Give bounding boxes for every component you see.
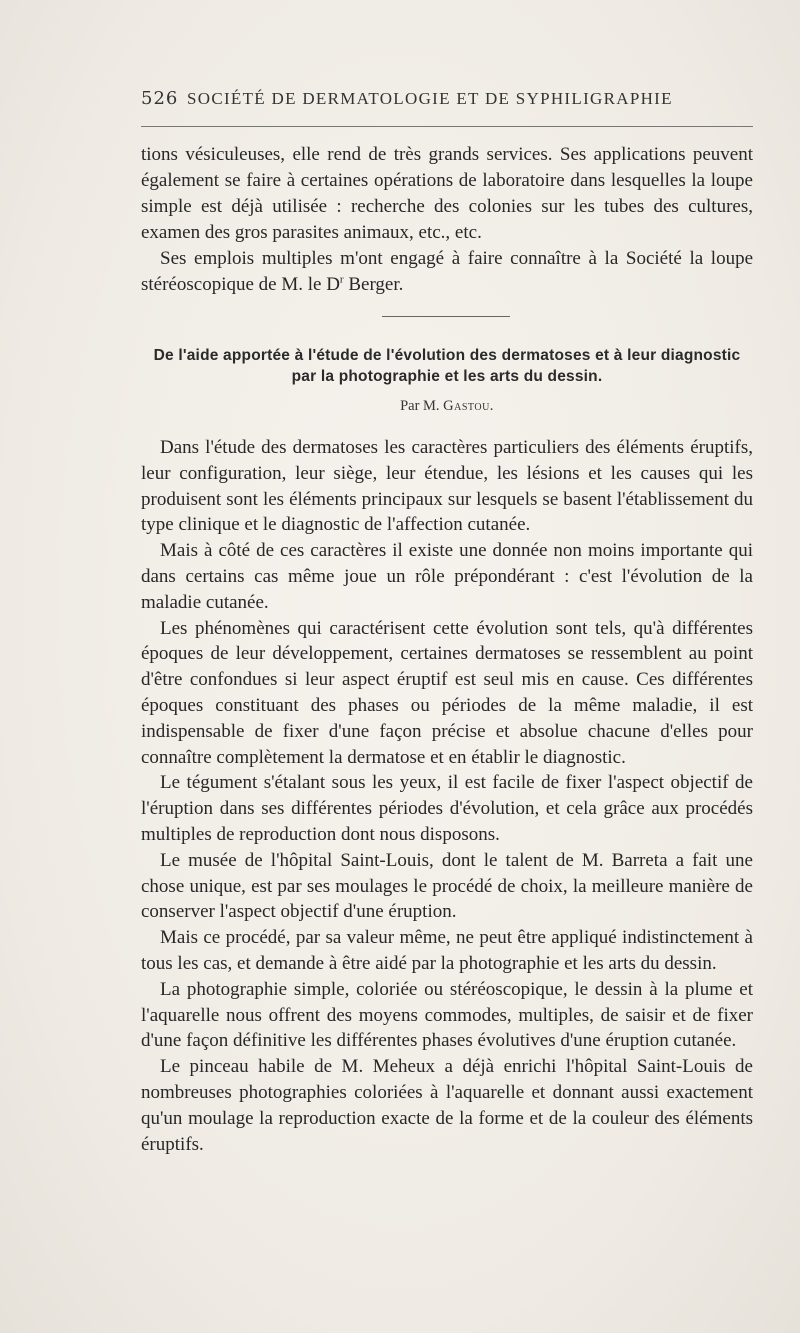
article-paragraph: La photographie simple, coloriée ou stéréoscopique, le dessin à la plume et l'aquarelle nous offrent des moyens commodes, multiples, de saisir et de fixer d'une façon définitive les différentes phases évolutives d'une éruption cutanée. (141, 978, 753, 1052)
page-number: 526 (141, 88, 179, 109)
section-separator (382, 316, 510, 317)
article-title: De l'aide apportée à l'étude de l'évolution des dermatoses et à leur diagnostic par la photographie et les arts du dessin. (153, 347, 741, 385)
continuation-p2-end: Berger. (343, 274, 404, 295)
article-paragraph: Dans l'étude des dermatoses les caractères particuliers des éléments éruptifs, leur configuration, leur siège, leur étendue, les lésions et les causes qui les produisent sont les éléments principaux sur lesquels se basent l'établissement du type clinique et le diagnostic de l'affection cutanée. (141, 437, 753, 536)
header-rule (141, 126, 753, 127)
article-paragraph: Mais à côté de ces caractères il existe une donnée non moins importante qui dans certains cas même joue un rôle prépondérant : c'est l'évolution de la maladie cutanée. (141, 540, 753, 613)
article-paragraph: Mais ce procédé, par sa valeur même, ne peut être appliqué indistinctement à tous les cas, et demande à être aidé par la photographie et les arts du dessin. (141, 927, 753, 974)
byline-prefix: Par M. (400, 398, 444, 414)
byline-author: Gastou. (443, 398, 494, 414)
article-paragraph: Le musée de l'hôpital Saint-Louis, dont le talent de M. Barreta a fait une chose unique, est par ses moulages le procédé de choix, la meilleure manière de conserver l'aspect objectif d'une éruption. (141, 849, 753, 923)
continuation-p2-start: Ses emplois multiples m'ont engagé à faire connaître à la Société la loupe stéréoscopique de M. le D (141, 248, 753, 295)
running-header (141, 88, 753, 114)
running-title: SOCIÉTÉ DE DERMATOLOGIE ET DE SYPHILIGRAPHIE (187, 89, 673, 108)
article-paragraph: Le tégument s'étalant sous les yeux, il est facile de fixer l'aspect objectif de l'éruption dans ses différentes périodes d'évolution, et cela grâce aux procédés multiples de reproduction dont nous disposons. (141, 772, 753, 845)
article-paragraph: Les phénomènes qui caractérisent cette évolution sont tels, qu'à différentes époques de leur développement, certaines dermatoses se ressemblent au point d'être confondues si leur aspect éruptif est seul mis en cause. Ces différentes époques constituant des phases ou périodes de la même maladie, il est indispensable de fixer d'une façon précise et absolue chacune d'elles pour connaître complètement la dermatose et en établir le diagnostic. (141, 617, 753, 768)
doctor-abbrev-sup: r (339, 273, 344, 286)
continuation-paragraph-1: tions vésiculeuses, elle rend de très grands services. Ses applications peuvent également se faire à certaines opérations de laboratoire dans lesquelles la loupe simple est déjà utilisée : recherche des colonies sur les tubes des cultures, examen des gros parasites animaux, etc., etc. (141, 144, 753, 243)
article-paragraph: Le pinceau habile de M. Meheux a déjà enrichi l'hôpital Saint-Louis de nombreuses photographies coloriées à l'aquarelle et donnant aussi exactement qu'un moulage la reproduction exacte de la forme et de la couleur des éléments éruptifs. (141, 1056, 753, 1155)
previous-article-continuation (141, 142, 753, 298)
continuation-paragraph-2 (141, 246, 753, 298)
article-byline (141, 398, 753, 415)
article-body (141, 435, 753, 1157)
